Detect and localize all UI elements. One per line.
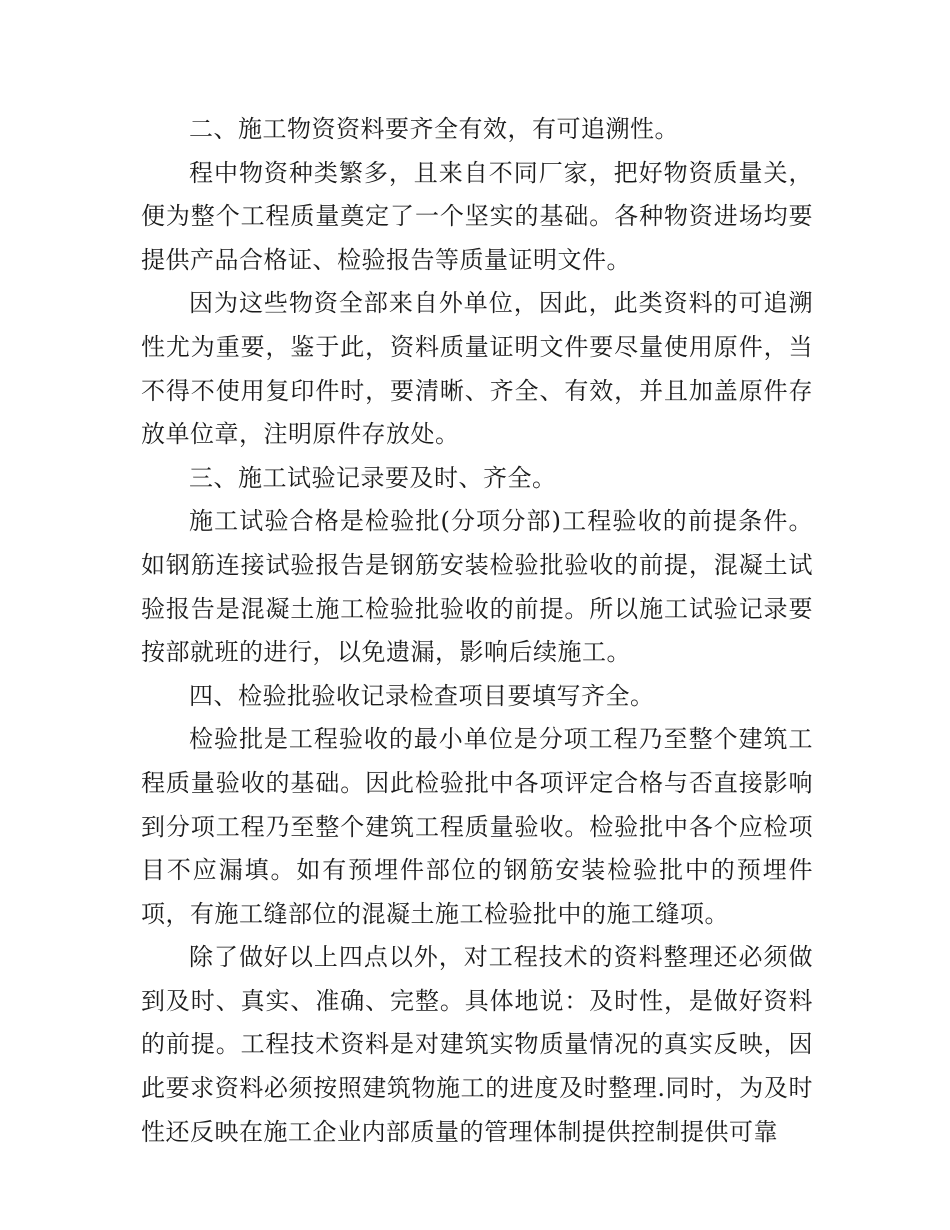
paragraph: 除了做好以上四点以外，对工程技术的资料整理还必须做到及时、真实、准确、完整。具体地说：及时性，是做好资料的前提。工程技术资料是对建筑实物质量情况的真实反映，因此要求资料必须按照建筑物施工的进度及时整理.同时，为及时性还反映在施工企业内部质量的管理体制提供控制提供可靠 [141,943,813,1146]
paragraph: 施工试验合格是检验批(分项分部)工程验收的前提条件。如钢筋连接试验报告是钢筋安装检验批验收的前提，混凝土试验报告是混凝土施工检验批验收的前提。所以施工试验记录要按部就班的进行，以免遗漏，影响后续施工。 [141,507,813,667]
section-heading: 二、施工物资资料要齐全有效，有可追溯性。 [189,115,679,143]
section-heading: 三、施工试验记录要及时、齐全。 [189,463,557,492]
paragraph: 因为这些物资全部来自外单位，因此，此类资料的可追溯性尤为重要，鉴于此，资料质量证明文件要尽量使用原件，当不得不使用复印件时，要清晰、齐全、有效，并且加盖原件存放单位章，注明原件存放处。 [141,289,813,449]
section-heading: 四、检验批验收记录检查项目要填写齐全。 [189,681,655,710]
paragraph: 检验批是工程验收的最小单位是分项工程乃至整个建筑工程质量验收的基础。因此检验批中各项评定合格与否直接影响到分项工程乃至整个建筑工程质量验收。检验批中各个应检项目不应漏填。如有预埋件部位的钢筋安装检验批中的预埋件项，有施工缝部位的混凝土施工检验批中的施工缝项。 [141,725,813,928]
paragraph: 程中物资种类繁多，且来自不同厂家，把好物资质量关，便为整个工程质量奠定了一个坚实的基础。各种物资进场均要提供产品合格证、检验报告等质量证明文件。 [141,158,813,274]
document-body [141,108,813,1154]
